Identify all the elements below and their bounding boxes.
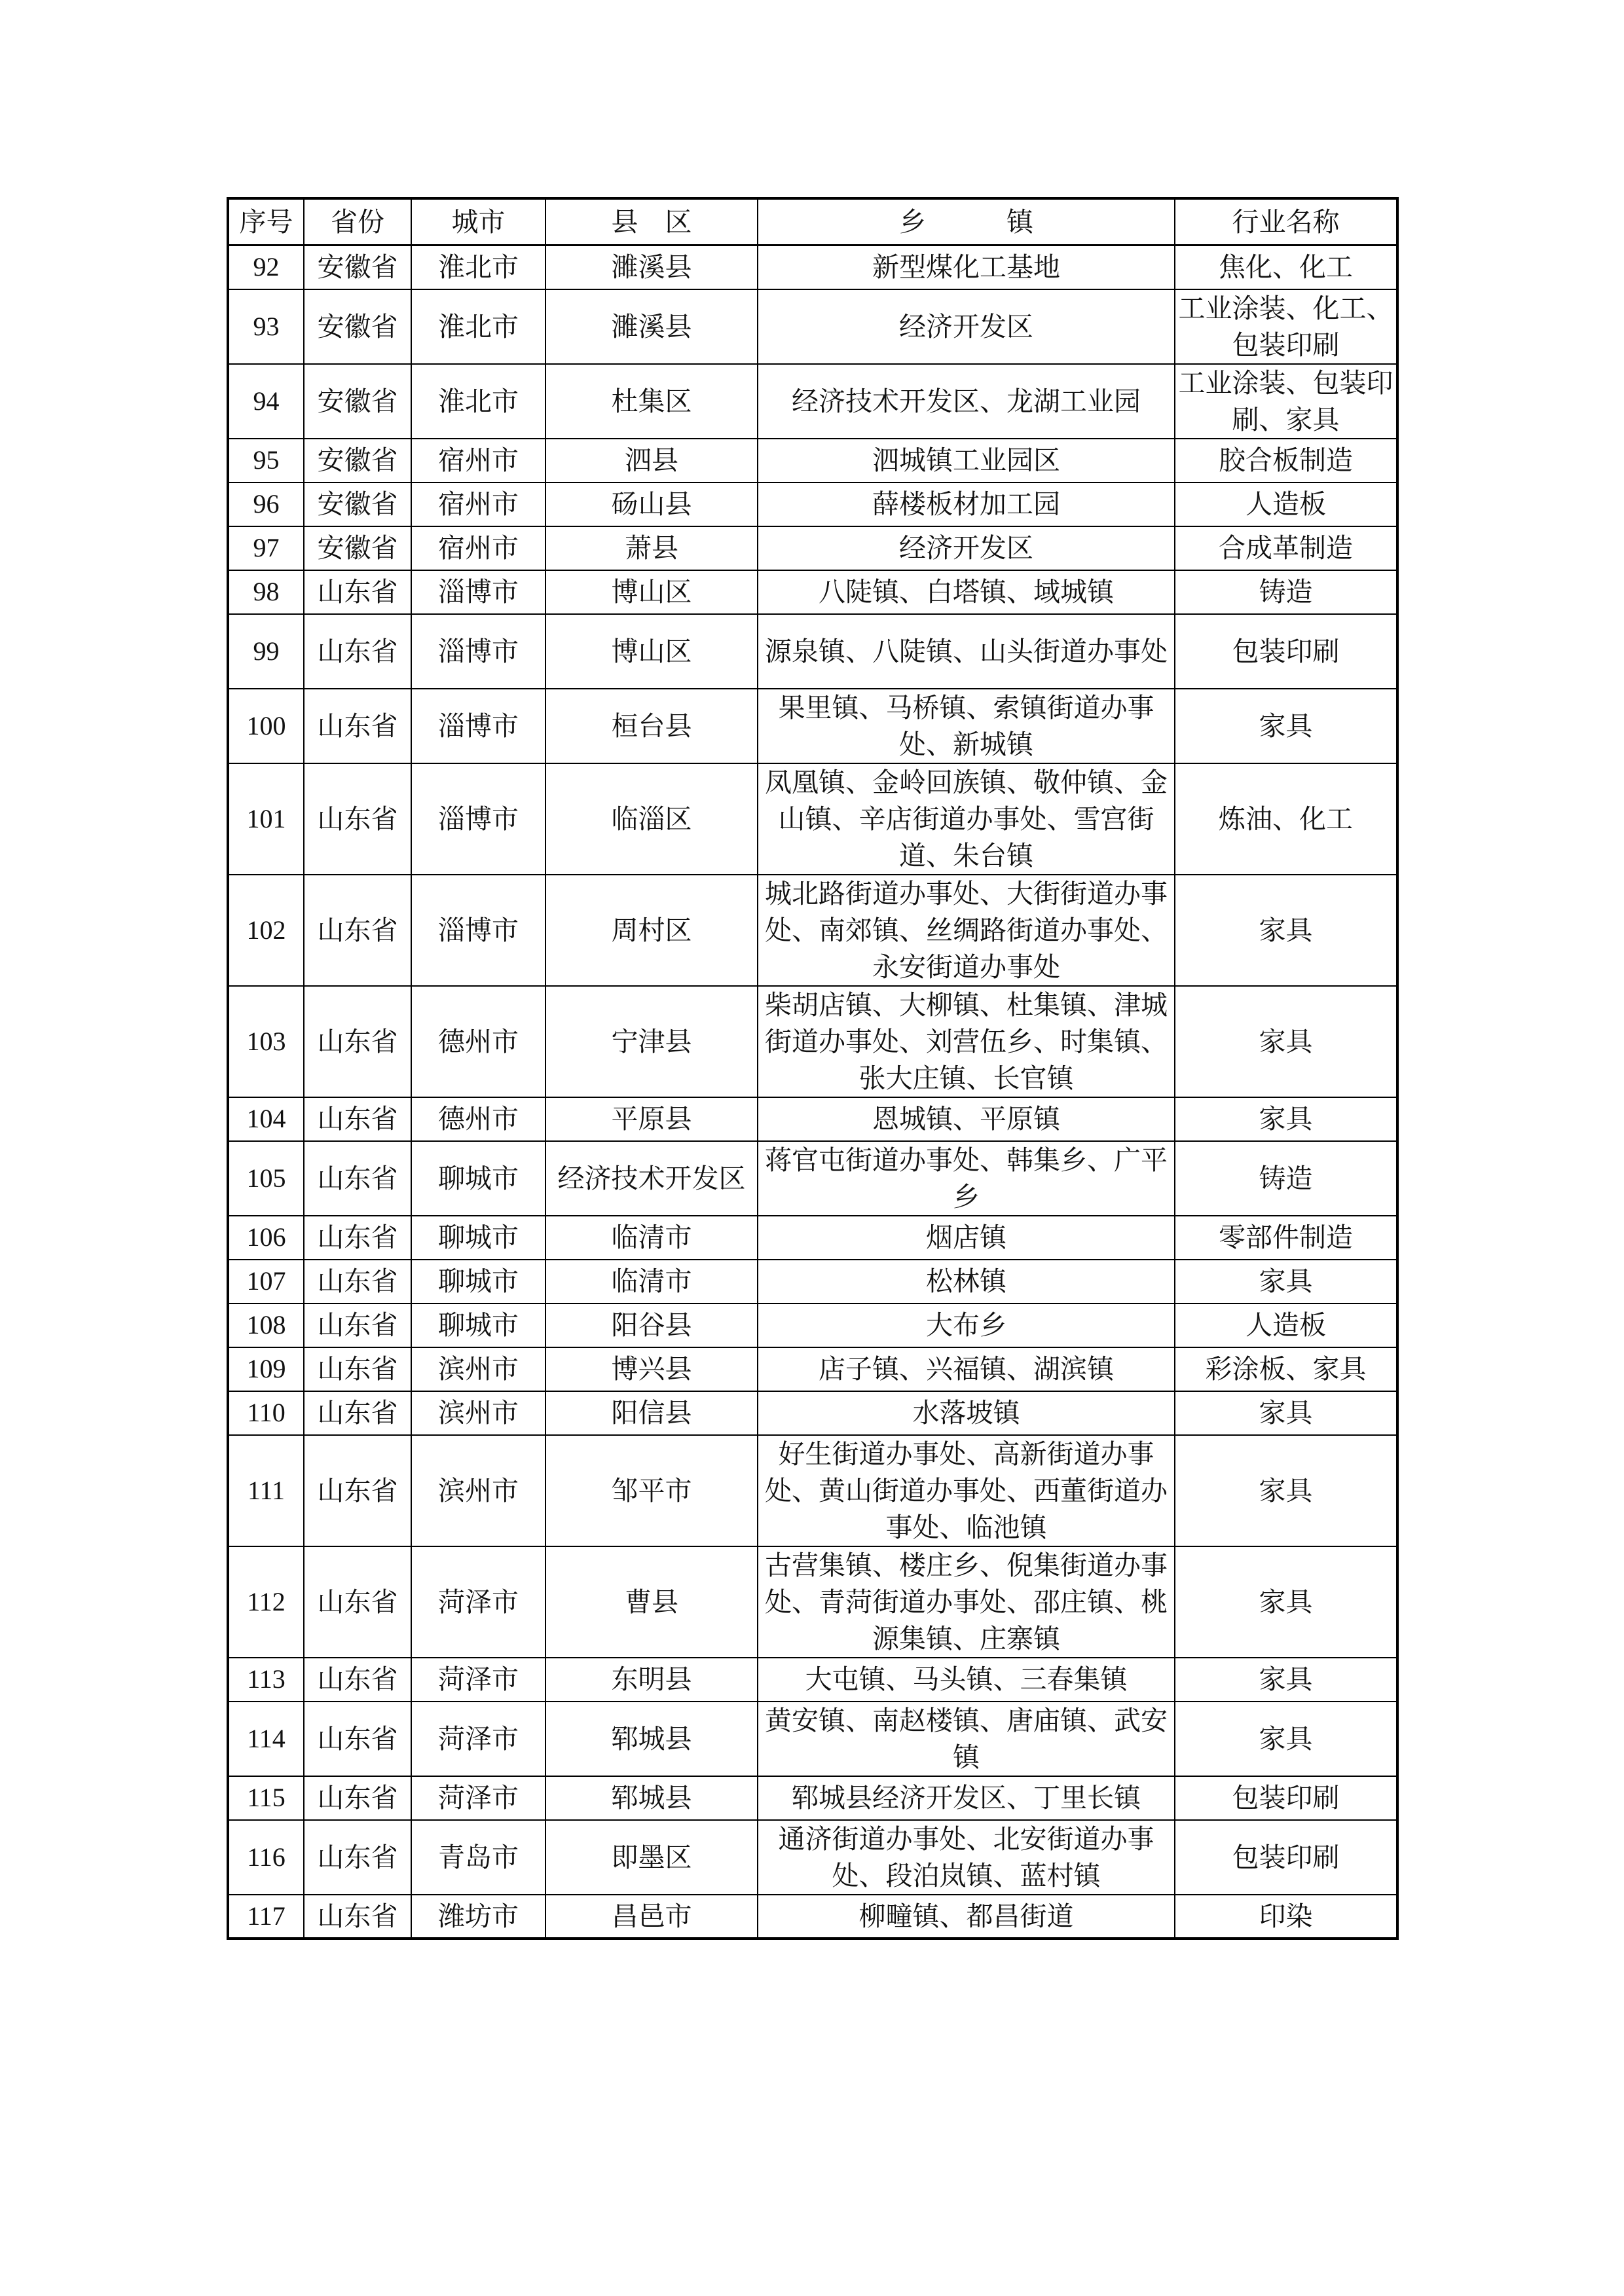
cell-index: 92 [228, 246, 304, 289]
cell-county: 临清市 [545, 1216, 758, 1260]
cell-province: 安徽省 [304, 289, 411, 364]
cell-township: 柳疃镇、都昌街道 [758, 1895, 1175, 1939]
cell-industry: 家具 [1175, 1097, 1397, 1141]
cell-industry: 工业涂装、化工、包装印刷 [1175, 289, 1397, 364]
cell-industry: 印染 [1175, 1895, 1397, 1939]
cell-index: 104 [228, 1097, 304, 1141]
cell-township: 通济街道办事处、北安街道办事处、段泊岚镇、蓝村镇 [758, 1820, 1175, 1895]
cell-county: 宁津县 [545, 986, 758, 1097]
cell-city: 菏泽市 [411, 1658, 545, 1702]
cell-township: 恩城镇、平原镇 [758, 1097, 1175, 1141]
table-row [228, 526, 1397, 570]
cell-city: 淮北市 [411, 289, 545, 364]
cell-city: 青岛市 [411, 1820, 545, 1895]
cell-township: 蒋官屯街道办事处、韩集乡、广平乡 [758, 1141, 1175, 1216]
cell-county: 临清市 [545, 1260, 758, 1303]
cell-province: 山东省 [304, 1260, 411, 1303]
cell-township: 经济技术开发区、龙湖工业园 [758, 364, 1175, 439]
cell-index: 93 [228, 289, 304, 364]
cell-industry: 胶合板制造 [1175, 439, 1397, 483]
cell-township: 黄安镇、南赵楼镇、唐庙镇、武安镇 [758, 1702, 1175, 1776]
cell-city: 宿州市 [411, 439, 545, 483]
header-county: 县 区 [545, 198, 758, 246]
cell-city: 聊城市 [411, 1303, 545, 1347]
cell-index: 109 [228, 1347, 304, 1391]
header-township: 乡 镇 [758, 198, 1175, 246]
cell-index: 112 [228, 1546, 304, 1658]
cell-city: 滨州市 [411, 1391, 545, 1435]
cell-index: 97 [228, 526, 304, 570]
cell-industry: 零部件制造 [1175, 1216, 1397, 1260]
cell-county: 博山区 [545, 570, 758, 614]
table-row [228, 570, 1397, 614]
cell-county: 周村区 [545, 875, 758, 986]
cell-county: 砀山县 [545, 483, 758, 526]
cell-province: 山东省 [304, 875, 411, 986]
cell-township: 好生街道办事处、高新街道办事处、黄山街道办事处、西董街道办事处、临池镇 [758, 1435, 1175, 1546]
cell-industry: 炼油、化工 [1175, 763, 1397, 875]
cell-province: 安徽省 [304, 483, 411, 526]
cell-province: 山东省 [304, 1303, 411, 1347]
cell-city: 淮北市 [411, 246, 545, 289]
cell-township: 薛楼板材加工园 [758, 483, 1175, 526]
cell-industry: 家具 [1175, 1435, 1397, 1546]
cell-industry: 家具 [1175, 986, 1397, 1097]
cell-city: 菏泽市 [411, 1776, 545, 1820]
cell-township: 新型煤化工基地 [758, 246, 1175, 289]
cell-township: 古营集镇、楼庄乡、倪集街道办事处、青菏街道办事处、邵庄镇、桃源集镇、庄寨镇 [758, 1546, 1175, 1658]
table-row [228, 364, 1397, 439]
cell-city: 淄博市 [411, 689, 545, 763]
cell-province: 山东省 [304, 570, 411, 614]
cell-city: 宿州市 [411, 483, 545, 526]
cell-industry: 工业涂装、包装印刷、家具 [1175, 364, 1397, 439]
cell-township: 柴胡店镇、大柳镇、杜集镇、津城街道办事处、刘营伍乡、时集镇、张大庄镇、长官镇 [758, 986, 1175, 1097]
cell-index: 99 [228, 614, 304, 689]
cell-province: 山东省 [304, 1776, 411, 1820]
cell-index: 96 [228, 483, 304, 526]
cell-industry: 家具 [1175, 1658, 1397, 1702]
table-row [228, 1347, 1397, 1391]
cell-county: 平原县 [545, 1097, 758, 1141]
table-row [228, 1702, 1397, 1776]
cell-county: 濉溪县 [545, 289, 758, 364]
cell-county: 阳信县 [545, 1391, 758, 1435]
cell-township: 果里镇、马桥镇、索镇街道办事处、新城镇 [758, 689, 1175, 763]
cell-province: 山东省 [304, 1546, 411, 1658]
cell-county: 昌邑市 [545, 1895, 758, 1939]
cell-township: 经济开发区 [758, 289, 1175, 364]
cell-township: 大布乡 [758, 1303, 1175, 1347]
cell-city: 宿州市 [411, 526, 545, 570]
cell-township: 经济开发区 [758, 526, 1175, 570]
cell-county: 即墨区 [545, 1820, 758, 1895]
cell-province: 山东省 [304, 1141, 411, 1216]
cell-county: 临淄区 [545, 763, 758, 875]
cell-province: 山东省 [304, 1347, 411, 1391]
cell-province: 山东省 [304, 1391, 411, 1435]
cell-province: 安徽省 [304, 246, 411, 289]
cell-industry: 家具 [1175, 1546, 1397, 1658]
cell-industry: 家具 [1175, 1391, 1397, 1435]
table-row [228, 1260, 1397, 1303]
cell-index: 107 [228, 1260, 304, 1303]
cell-industry: 包装印刷 [1175, 1820, 1397, 1895]
table-row [228, 986, 1397, 1097]
cell-province: 山东省 [304, 1820, 411, 1895]
header-industry: 行业名称 [1175, 198, 1397, 246]
table-row [228, 763, 1397, 875]
table-row [228, 1820, 1397, 1895]
table-row [228, 1776, 1397, 1820]
cell-index: 106 [228, 1216, 304, 1260]
cell-city: 德州市 [411, 986, 545, 1097]
cell-index: 113 [228, 1658, 304, 1702]
cell-county: 阳谷县 [545, 1303, 758, 1347]
cell-index: 111 [228, 1435, 304, 1546]
table-row [228, 1391, 1397, 1435]
cell-township: 大屯镇、马头镇、三春集镇 [758, 1658, 1175, 1702]
cell-township: 松林镇 [758, 1260, 1175, 1303]
cell-index: 102 [228, 875, 304, 986]
cell-county: 萧县 [545, 526, 758, 570]
table-row [228, 246, 1397, 289]
cell-industry: 包装印刷 [1175, 614, 1397, 689]
cell-county: 博山区 [545, 614, 758, 689]
cell-index: 114 [228, 1702, 304, 1776]
cell-city: 聊城市 [411, 1260, 545, 1303]
cell-city: 聊城市 [411, 1216, 545, 1260]
cell-township: 八陡镇、白塔镇、域城镇 [758, 570, 1175, 614]
header-index: 序号 [228, 198, 304, 246]
cell-county: 邹平市 [545, 1435, 758, 1546]
table-row [228, 875, 1397, 986]
cell-township: 水落坡镇 [758, 1391, 1175, 1435]
table-row [228, 1895, 1397, 1939]
cell-index: 108 [228, 1303, 304, 1347]
cell-index: 95 [228, 439, 304, 483]
cell-township: 凤凰镇、金岭回族镇、敬仲镇、金山镇、辛店街道办事处、雪宫街道、朱台镇 [758, 763, 1175, 875]
cell-township: 烟店镇 [758, 1216, 1175, 1260]
cell-industry: 家具 [1175, 1702, 1397, 1776]
cell-province: 安徽省 [304, 439, 411, 483]
cell-index: 115 [228, 1776, 304, 1820]
table-row [228, 1216, 1397, 1260]
table-header [228, 198, 1397, 246]
cell-index: 116 [228, 1820, 304, 1895]
cell-province: 山东省 [304, 614, 411, 689]
cell-province: 安徽省 [304, 364, 411, 439]
cell-province: 山东省 [304, 1216, 411, 1260]
cell-industry: 包装印刷 [1175, 1776, 1397, 1820]
cell-province: 山东省 [304, 1435, 411, 1546]
cell-index: 94 [228, 364, 304, 439]
table-row [228, 289, 1397, 364]
cell-industry: 家具 [1175, 1260, 1397, 1303]
cell-city: 淄博市 [411, 875, 545, 986]
cell-industry: 人造板 [1175, 483, 1397, 526]
cell-industry: 铸造 [1175, 570, 1397, 614]
cell-index: 103 [228, 986, 304, 1097]
table-row [228, 614, 1397, 689]
cell-county: 博兴县 [545, 1347, 758, 1391]
cell-city: 淮北市 [411, 364, 545, 439]
cell-county: 曹县 [545, 1546, 758, 1658]
table-row [228, 483, 1397, 526]
cell-industry: 家具 [1175, 689, 1397, 763]
cell-industry: 焦化、化工 [1175, 246, 1397, 289]
cell-county: 桓台县 [545, 689, 758, 763]
cell-industry: 人造板 [1175, 1303, 1397, 1347]
cell-province: 山东省 [304, 1702, 411, 1776]
cell-province: 山东省 [304, 1097, 411, 1141]
cell-county: 濉溪县 [545, 246, 758, 289]
cell-index: 117 [228, 1895, 304, 1939]
cell-city: 菏泽市 [411, 1702, 545, 1776]
table-row [228, 1435, 1397, 1546]
cell-industry: 家具 [1175, 875, 1397, 986]
cell-industry: 铸造 [1175, 1141, 1397, 1216]
cell-index: 101 [228, 763, 304, 875]
table-body [228, 246, 1397, 1939]
header-province: 省份 [304, 198, 411, 246]
cell-county: 泗县 [545, 439, 758, 483]
cell-city: 淄博市 [411, 614, 545, 689]
cell-industry: 合成革制造 [1175, 526, 1397, 570]
table-row [228, 1658, 1397, 1702]
town-industry-table [227, 197, 1399, 1940]
cell-province: 山东省 [304, 1895, 411, 1939]
cell-province: 山东省 [304, 986, 411, 1097]
cell-province: 山东省 [304, 763, 411, 875]
cell-city: 淄博市 [411, 763, 545, 875]
table-row [228, 1097, 1397, 1141]
cell-county: 杜集区 [545, 364, 758, 439]
cell-province: 山东省 [304, 1658, 411, 1702]
cell-county: 东明县 [545, 1658, 758, 1702]
cell-index: 100 [228, 689, 304, 763]
cell-index: 110 [228, 1391, 304, 1435]
table-row [228, 1303, 1397, 1347]
cell-city: 淄博市 [411, 570, 545, 614]
cell-city: 滨州市 [411, 1347, 545, 1391]
cell-county: 郓城县 [545, 1776, 758, 1820]
cell-industry: 彩涂板、家具 [1175, 1347, 1397, 1391]
cell-township: 城北路街道办事处、大街街道办事处、南郊镇、丝绸路街道办事处、永安街道办事处 [758, 875, 1175, 986]
header-row [228, 198, 1397, 246]
cell-city: 滨州市 [411, 1435, 545, 1546]
cell-city: 潍坊市 [411, 1895, 545, 1939]
cell-township: 泗城镇工业园区 [758, 439, 1175, 483]
cell-index: 98 [228, 570, 304, 614]
cell-county: 经济技术开发区 [545, 1141, 758, 1216]
table-row [228, 689, 1397, 763]
table-row [228, 1141, 1397, 1216]
table-row [228, 439, 1397, 483]
cell-province: 山东省 [304, 689, 411, 763]
cell-township: 郓城县经济开发区、丁里长镇 [758, 1776, 1175, 1820]
cell-city: 菏泽市 [411, 1546, 545, 1658]
cell-township: 店子镇、兴福镇、湖滨镇 [758, 1347, 1175, 1391]
cell-township: 源泉镇、八陡镇、山头街道办事处 [758, 614, 1175, 689]
cell-city: 德州市 [411, 1097, 545, 1141]
cell-county: 郓城县 [545, 1702, 758, 1776]
cell-province: 安徽省 [304, 526, 411, 570]
cell-index: 105 [228, 1141, 304, 1216]
header-city: 城市 [411, 198, 545, 246]
cell-city: 聊城市 [411, 1141, 545, 1216]
table-row [228, 1546, 1397, 1658]
